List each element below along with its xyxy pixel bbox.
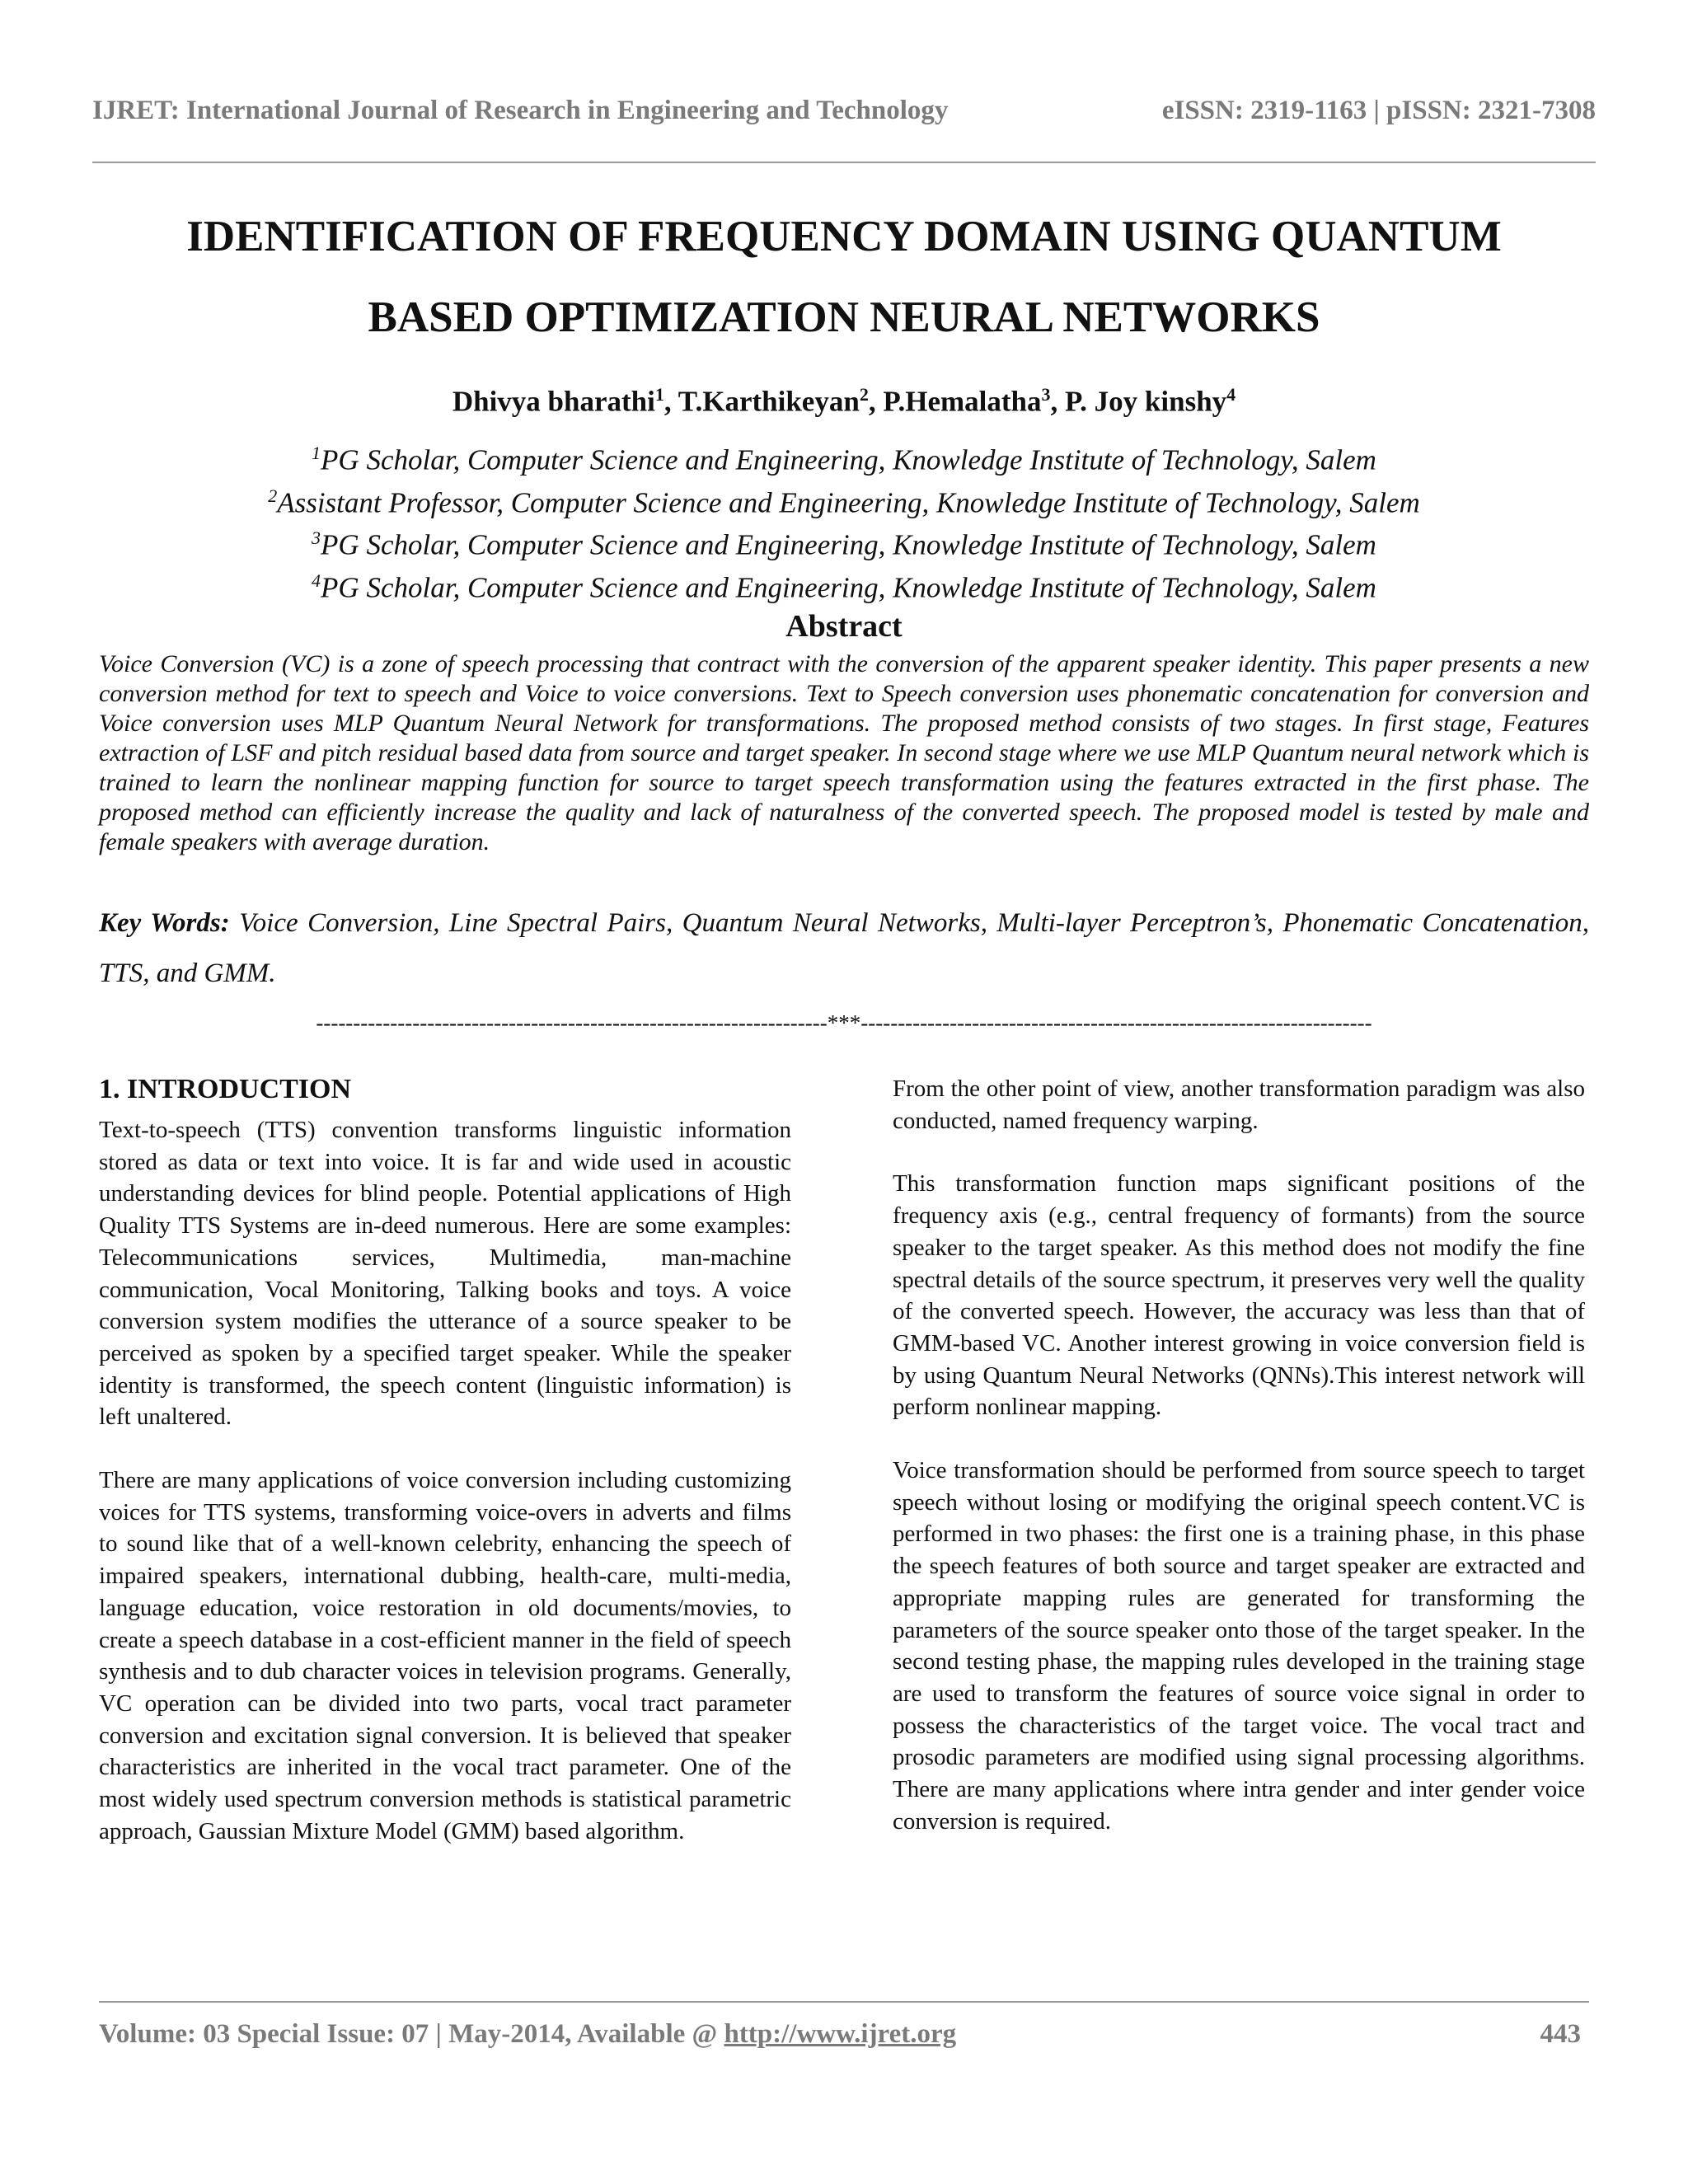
affiliation-text: PG Scholar, Computer Science and Engineering, Knowledge Institute of Technology, Salem <box>321 528 1376 561</box>
journal-name: IJRET: International Journal of Research in Engineering and Technology <box>92 96 949 125</box>
author-name: Dhivya bharathi <box>452 385 655 418</box>
journal-link[interactable]: http://www.ijret.org <box>724 2019 957 2049</box>
affiliation-text: Assistant Professor, Computer Science and Engineering, Knowledge Institute of Technology, Salem <box>277 486 1420 519</box>
header-rule <box>92 162 1596 163</box>
paper-title <box>124 196 1564 358</box>
title-line-1: IDENTIFICATION OF FREQUENCY DOMAIN USING QUANTUM <box>186 213 1502 260</box>
left-column <box>99 1071 791 1878</box>
author-sup: 2 <box>859 384 869 405</box>
author-sup: 3 <box>1041 384 1051 405</box>
abstract-body: Voice Conversion (VC) is a zone of speech processing that contract with the conversion of the apparent speaker identity. This paper presents a new conversion method for text to speech and Voice to voice conversions. Text to Speech conversion uses phonematic concatenation for conversion and Voice conversion uses MLP Quantum Neural Network for transformations. The proposed method consists of two stages. In first stage, Features extraction of LSF and pitch residual based data from source and target speaker. In second stage where we use MLP Quantum neural network which is trained to learn the nonlinear mapping function for source to target speech transformation using the features extracted in the first phase. The proposed method can efficiently increase the quality and lack of naturalness of the converted speech. The proposed model is tested by male and female speakers with average duration. <box>99 650 1589 855</box>
affiliations <box>92 435 1596 606</box>
author-list: Dhivya bharathi$^1$, T.Karthikeyan$^2$, P.Hemalatha$^3$, P. Joy kinshy$^4$ <box>452 384 1236 418</box>
issn-info: eISSN: 2319-1163 | pISSN: 2321-7308 <box>1161 96 1596 125</box>
affiliation-line <box>92 520 1596 563</box>
affiliation-sup: 4 <box>312 569 321 591</box>
affiliation-sup: 2 <box>268 485 278 506</box>
abstract-heading: Abstract <box>785 609 903 644</box>
page-number: 443 <box>1540 2019 1581 2049</box>
section-separator: ---------------------------------------------------------------------***--------------------------------------------------------------------- <box>316 1010 1372 1035</box>
keywords-text: Voice Conversion, Line Spectral Pairs, Quantum Neural Networks, Multi-layer Perceptron’s, Phonematic Concatenation, TTS, and GMM. <box>99 908 1590 988</box>
paragraph: Text-to-speech (TTS) convention transforms linguistic information stored as data or text into voice. It is far and wide used in acoustic understanding devices for blind people. Potential applications of High Quality TTS Systems are in-deed numerous. Here are some examples: Telecommunications services, Multimedia, man-machine communication, Vocal Monitoring, Talking books and toys. A voice conversion system modifies the utterance of a source speaker to be perceived as spoken by a specified target speaker. While the speaker identity is transformed, the speech content (linguistic information) is left unaltered. <box>99 1117 791 1431</box>
keywords <box>99 898 1589 999</box>
author-name: T.Karthikeyan <box>678 385 860 418</box>
author-sup: 4 <box>1226 384 1236 405</box>
affiliation-line <box>92 563 1596 606</box>
affiliation-sup: 3 <box>312 527 321 549</box>
paragraph: From the other point of view, another transformation paradigm was also conducted, named frequency warping. <box>893 1076 1585 1134</box>
title-line-2: BASED OPTIMIZATION NEURAL NETWORKS <box>368 293 1320 341</box>
affiliation-line <box>92 478 1596 521</box>
running-footer <box>99 2019 1589 2050</box>
right-column <box>893 1073 1585 1868</box>
author-sup: 1 <box>654 384 664 405</box>
affiliation-text: PG Scholar, Computer Science and Engineering, Knowledge Institute of Technology, Salem <box>321 443 1376 476</box>
volume-info: Volume: 03 Special Issue: 07 | May-2014, Available @ <box>99 2019 724 2049</box>
affiliation-sup: 1 <box>312 443 321 463</box>
section-heading: 1. INTRODUCTION <box>99 1074 352 1104</box>
paragraph: There are many applications of voice conversion including customizing voices for TTS systems, transforming voice-overs in adverts and films to sound like that of a well-known celebrity, enhancing the speech of impaired speakers, international dubbing, health-care, multi-media, language education, voice restoration in old documents/movies, to create a speech database in a cost-efficient manner in the field of speech synthesis and to dub character voices in television programs. Generally, VC operation can be divided into two parts, vocal tract parameter conversion and excitation signal conversion. It is believed that speaker characteristics are inherited in the vocal tract parameter. One of the most widely used spectrum conversion methods is statistical parametric approach, Gaussian Mixture Model (GMM) based algorithm. <box>99 1467 791 1844</box>
paragraph: Voice transformation should be performed from source speech to target speech without losing or modifying the original speech content.VC is performed in two phases: the first one is a training phase, in this phase the speech features of both source and target speaker are extracted and appropriate mapping rules are generated for transforming the parameters of the source speaker onto those of the target speaker. In the second testing phase, the mapping rules developed in the training stage are used to transform the features of source voice signal in order to possess the characteristics of the target voice. The vocal tract and prosodic parameters are modified using signal processing algorithms. There are many applications where intra gender and inter gender voice conversion is required. <box>893 1457 1585 1835</box>
paragraph: This transformation function maps significant positions of the frequency axis (e.g., central frequency of formants) from the source speaker to the target speaker. As this method does not modify the fine spectral details of the source spectrum, it preserves very well the quality of the converted speech. However, the accuracy was less than that of GMM-based VC. Another interest growing in voice conversion field is by using Quantum Neural Networks (QNNs).This interest network will perform nonlinear mapping. <box>893 1170 1585 1421</box>
affiliation-line <box>92 435 1596 478</box>
affiliation-text: PG Scholar, Computer Science and Engineering, Knowledge Institute of Technology, Salem <box>321 571 1376 604</box>
author-name: P.Hemalatha <box>883 385 1042 418</box>
keywords-label: Key Words: <box>99 908 230 938</box>
footer-rule <box>99 2001 1589 2003</box>
author-name: P. Joy kinshy <box>1065 385 1227 418</box>
